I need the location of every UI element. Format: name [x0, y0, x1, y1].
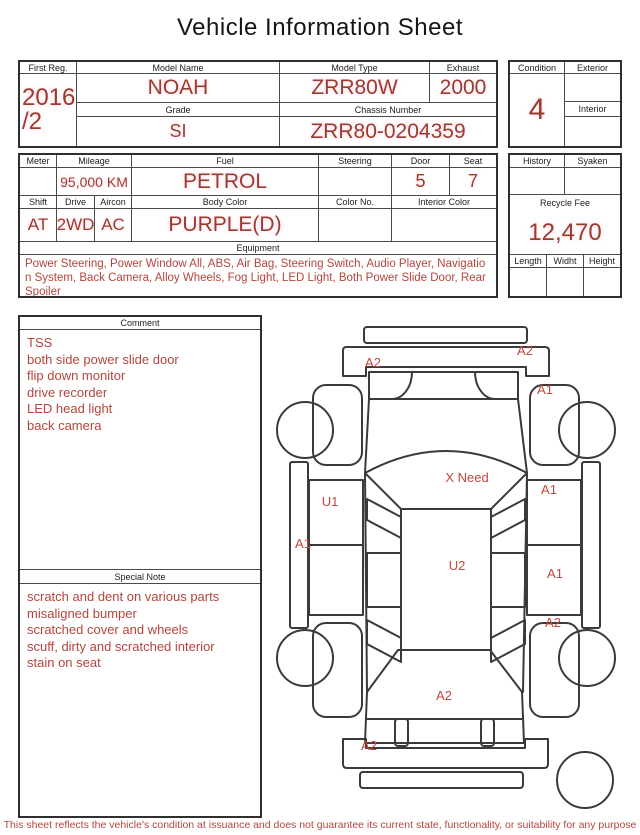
rear-right-wheel: [559, 630, 615, 686]
syaken-label: Syaken: [565, 155, 620, 168]
damage-label-front-right: A2: [517, 343, 533, 358]
left-c-pillar: [367, 553, 401, 607]
comment-line: LED head light: [27, 401, 113, 416]
left-a-pillar-arc: [392, 372, 412, 399]
exhaust-label: Exhaust: [430, 62, 496, 74]
damage-label-floor: U2: [448, 558, 466, 573]
exterior-label: Exterior: [565, 62, 620, 74]
shift-value: AT: [20, 209, 57, 242]
condition-label: Condition: [510, 62, 565, 74]
comment-line: both side power slide door: [27, 351, 179, 367]
model-name-label: Model Name: [77, 62, 280, 74]
meter-label: Meter: [20, 155, 57, 168]
first-reg-year: 2016: [22, 84, 76, 112]
aircon-value: AC: [95, 209, 132, 242]
spare-tire: [557, 752, 613, 808]
mileage-value: 95,000 KM: [57, 168, 132, 196]
special-note-body: [20, 584, 260, 816]
hood-panel: [369, 372, 518, 399]
width-value: [547, 268, 584, 296]
door-value: 5: [392, 168, 450, 196]
exhaust-value: 2000: [430, 74, 496, 103]
damage-label-front-left: A2: [365, 355, 381, 370]
history-label: History: [510, 155, 565, 168]
meter-value: [20, 168, 57, 196]
comment-line: flip down monitor: [27, 368, 126, 383]
damage-label-right-door-low: A1: [547, 566, 563, 581]
front-right-wheel: [559, 402, 615, 458]
interior-color-value: [392, 209, 496, 242]
comment-label: Comment: [20, 317, 260, 330]
front-roof-bar: [364, 327, 527, 343]
recycle-fee-value: 12,470: [528, 218, 602, 246]
right-d-pillar: [491, 620, 525, 662]
special-note-line: stain on seat: [27, 655, 101, 670]
spec-table: [18, 153, 498, 298]
model-type-value: ZRR80W: [280, 74, 430, 103]
grade-value: SI: [77, 117, 280, 146]
color-no-label: Color No.: [319, 196, 392, 209]
right-sill: [582, 462, 600, 628]
length-value: [510, 268, 547, 296]
equipment-label: Equipment: [20, 242, 496, 255]
damage-label-windshield: X Need: [445, 470, 489, 485]
damage-label-right-fender: A1: [537, 382, 553, 397]
chassis-number-label: Chassis Number: [280, 103, 496, 117]
left-rear-door: [309, 545, 363, 615]
equipment-value: Power Steering, Power Window All, ABS, Air Bag, Steering Switch, Audio Player, Navigation System, Back Camera, Alloy Wheels, Fog Light, LED Light, Both Power Slide Door, Rear Spoiler: [25, 258, 486, 296]
length-label: Length: [510, 255, 547, 268]
special-note-label: Special Note: [20, 570, 260, 584]
color-no-value: [319, 209, 392, 242]
damage-label-right-rear: A2: [545, 615, 561, 630]
damage-label-right-door-top: A1: [541, 482, 557, 497]
right-c-pillar: [491, 553, 525, 607]
width-label: Widht: [547, 255, 584, 268]
body-color-value: PURPLE(D): [132, 209, 319, 242]
right-tail-light: [481, 719, 494, 746]
first-reg-value: [20, 74, 77, 146]
comment-line: drive recorder: [27, 384, 108, 400]
fee-box: [508, 153, 622, 298]
interior-color-label: Interior Color: [392, 196, 496, 209]
syaken-value: [565, 168, 620, 195]
body-color-label: Body Color: [132, 196, 319, 209]
right-a-pillar-arc: [475, 372, 495, 399]
chassis-number-value: ZRR80-0204359: [310, 119, 466, 143]
page-title: Vehicle Information Sheet: [176, 14, 463, 41]
drive-label: Drive: [57, 196, 95, 209]
height-value: [584, 268, 620, 296]
left-d-pillar: [367, 620, 401, 662]
floor-rails: [401, 509, 491, 648]
damage-label-left-door: U1: [321, 494, 339, 509]
model-name-value: NOAH: [77, 74, 280, 103]
left-tail-light: [395, 719, 408, 746]
recycle-fee-label: Recycle Fee: [539, 198, 591, 208]
first-reg-month: /2: [22, 108, 43, 135]
seat-value: 7: [450, 168, 496, 196]
interior-label: Interior: [565, 102, 620, 117]
cabin-left-edge: [365, 399, 369, 692]
condition-box: [508, 60, 622, 148]
damage-label-left-sill: A1: [295, 536, 311, 551]
special-note-line: misaligned bumper: [27, 605, 137, 621]
special-note-line: scuff, dirty and scratched interior: [27, 638, 215, 654]
rear-left-fender: [313, 623, 362, 717]
aircon-label: Aircon: [95, 196, 132, 209]
comment-body: [20, 330, 260, 570]
interior-value: [565, 117, 620, 146]
left-front-door: [309, 480, 363, 545]
rear-left-wheel: [277, 630, 333, 686]
seat-label: Seat: [450, 155, 496, 168]
special-note-line: scratched cover and wheels: [27, 622, 189, 637]
model-type-label: Model Type: [280, 62, 430, 74]
condition-value: 4: [510, 74, 565, 146]
comment-line: TSS: [27, 335, 53, 350]
disclaimer-text: This sheet reflects the vehicle's condition at issuance and does not guarantee its current state, functionality, or suitability for any purpose: [3, 819, 637, 831]
damage-label-rear-bumper: A2: [361, 738, 377, 753]
first-reg-label: First Reg.: [20, 62, 77, 74]
steering-value: [319, 168, 392, 196]
exterior-value: [565, 74, 620, 102]
history-value: [510, 168, 565, 195]
shift-label: Shift: [20, 196, 57, 209]
door-label: Door: [392, 155, 450, 168]
comment-box: [18, 315, 262, 818]
steering-label: Steering: [319, 155, 392, 168]
height-label: Height: [584, 255, 620, 268]
front-left-wheel: [277, 402, 333, 458]
rear-lower-bar: [360, 772, 523, 788]
recycle-fee-section: [510, 195, 620, 255]
mileage-label: Mileage: [57, 155, 132, 168]
grade-label: Grade: [77, 103, 280, 117]
special-note-line: scratch and dent on various parts: [27, 589, 220, 604]
comment-line: back camera: [27, 417, 102, 433]
drive-value: 2WD: [57, 209, 95, 242]
fuel-label: Fuel: [132, 155, 319, 168]
damage-label-rear-hatch: A2: [436, 688, 452, 703]
car-damage-diagram: [275, 315, 640, 815]
header-table: [18, 60, 498, 148]
fuel-value: PETROL: [132, 168, 319, 196]
rear-right-fender: [530, 623, 579, 717]
